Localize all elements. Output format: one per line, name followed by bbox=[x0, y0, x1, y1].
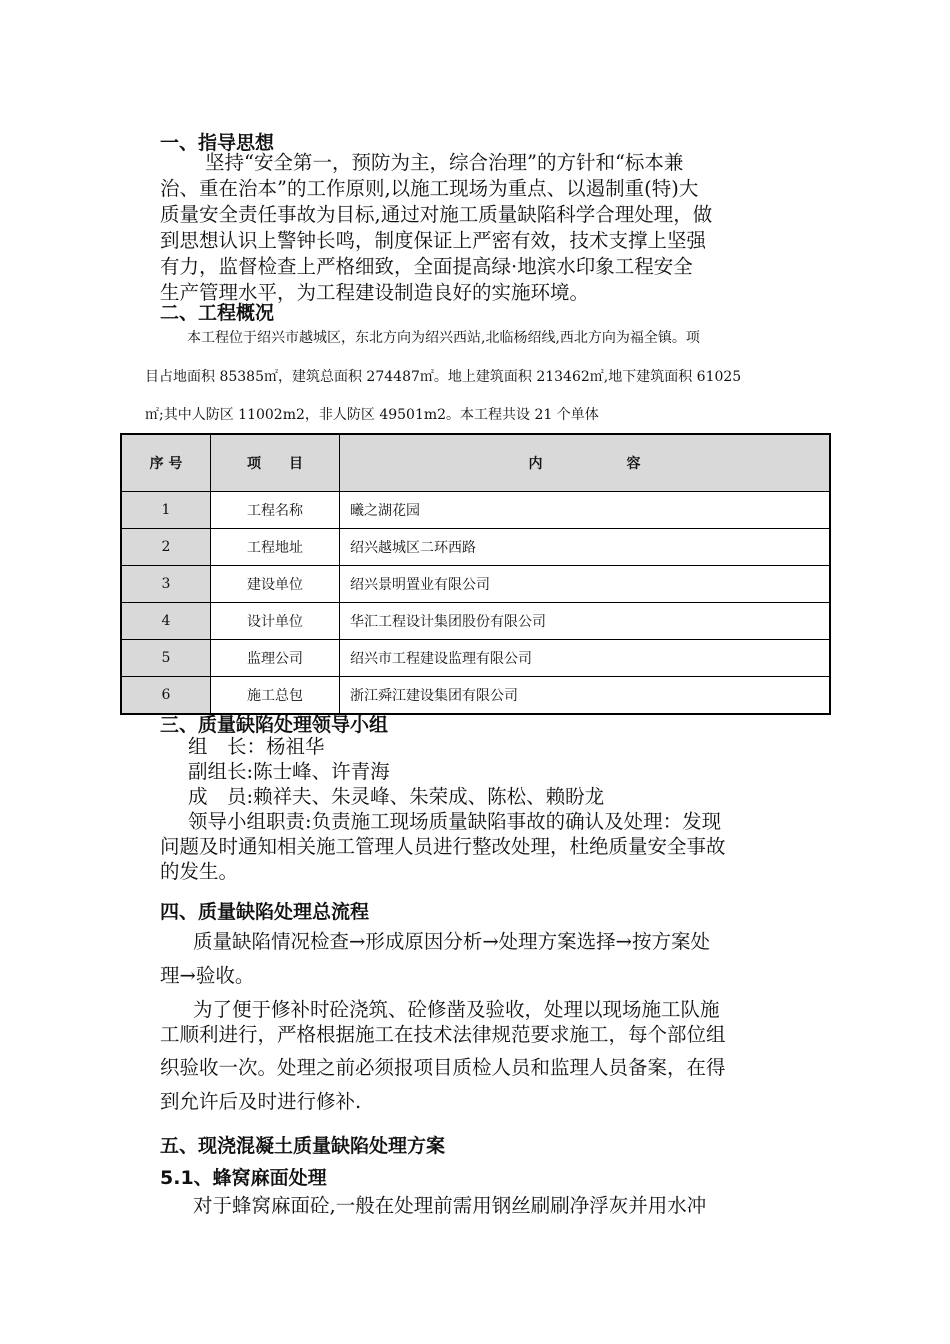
s4-line-6: 到允许后及时进行修补. bbox=[160, 1090, 362, 1113]
cell-item: 工程地址 bbox=[211, 529, 340, 566]
s4-line-4: 工顺利进行，严格根据施工在技术法律规范要求施工，每个部位组 bbox=[160, 1023, 726, 1046]
s1-line-3: 质量安全责任事故为目标,通过对施工质量缺陷科学合理处理，做 bbox=[160, 203, 713, 226]
s3-line-2: 问题及时通知相关施工管理人员进行整改处理，杜绝质量安全事故 bbox=[160, 835, 726, 858]
s4-line-1: 质量缺陷情况检查→形成原因分析→处理方案选择→按方案处 bbox=[193, 930, 711, 953]
col-header-item: 项 目 bbox=[211, 434, 340, 492]
table-header-row bbox=[121, 434, 830, 492]
subsection-5-1-heading: 5.1、蜂窝麻面处理 bbox=[160, 1167, 327, 1189]
cell-item: 工程名称 bbox=[211, 492, 340, 529]
table-row bbox=[121, 529, 830, 566]
cell-content: 绍兴越城区二环西路 bbox=[340, 529, 831, 566]
table-row bbox=[121, 492, 830, 529]
table-row bbox=[121, 677, 830, 715]
col-header-content: 内 容 bbox=[340, 434, 831, 492]
cell-item: 监理公司 bbox=[211, 640, 340, 677]
cell-content: 绍兴市工程建设监理有限公司 bbox=[340, 640, 831, 677]
project-info-table bbox=[120, 433, 831, 715]
cell-item: 建设单位 bbox=[211, 566, 340, 603]
s2-line-2: 目占地面积 85385㎡，建筑总面积 274487㎡。地上建筑面积 213462㎡,地下建筑面积 61025 bbox=[145, 369, 742, 385]
section-2-heading: 二、工程概况 bbox=[160, 302, 275, 324]
s1-line-1: 坚持“安全第一，预防为主，综合治理”的方针和“标本兼 bbox=[205, 151, 684, 174]
s1-line-5: 有力，监督检查上严格细致，全面提高绿·地滨水印象工程安全 bbox=[160, 255, 693, 278]
cell-item: 设计单位 bbox=[211, 603, 340, 640]
s4-line-5: 织验收一次。处理之前必须报项目质检人员和监理人员备案，在得 bbox=[160, 1056, 726, 1079]
s3-line-3: 的发生。 bbox=[160, 860, 239, 883]
cell-no: 3 bbox=[121, 566, 211, 603]
s1-line-2: 治、重在治本”的工作原则,以施工现场为重点、以遏制重(特)大 bbox=[160, 177, 699, 200]
section-5-heading: 五、现浇混凝土质量缺陷处理方案 bbox=[160, 1135, 446, 1157]
cell-no: 6 bbox=[121, 677, 211, 715]
cell-content: 华汇工程设计集团股份有限公司 bbox=[340, 603, 831, 640]
s3-deputy: 副组长:陈士峰、许青海 bbox=[188, 760, 390, 783]
s3-line-1: 领导小组职责:负责施工现场质量缺陷事故的确认及处理：发现 bbox=[188, 810, 722, 833]
cell-no: 4 bbox=[121, 603, 211, 640]
section-3-heading: 三、质量缺陷处理领导小组 bbox=[160, 714, 389, 736]
s2-line-1: 本工程位于绍兴市越城区，东北方向为绍兴西站,北临杨绍线,西北方向为福全镇。项 bbox=[187, 330, 700, 346]
s3-leader: 组 长：杨祖华 bbox=[188, 735, 325, 758]
table-row bbox=[121, 566, 830, 603]
section-1-heading: 一、指导思想 bbox=[160, 132, 275, 154]
section-4-heading: 四、质量缺陷处理总流程 bbox=[160, 901, 370, 923]
s2-line-3: ㎡;其中人防区 11002m2，非人防区 49501m2。本工程共设 21 个单体 bbox=[145, 407, 599, 423]
s1-line-4: 到思想认识上警钟长鸣，制度保证上严密有效，技术支撑上坚强 bbox=[160, 229, 707, 252]
cell-item: 施工总包 bbox=[211, 677, 340, 715]
cell-content: 曦之湖花园 bbox=[340, 492, 831, 529]
s4-line-3: 为了便于修补时砼浇筑、砼修凿及验收，处理以现场施工队施 bbox=[193, 998, 720, 1021]
s5-line-1: 对于蜂窝麻面砼,一般在处理前需用钢丝刷刷净浮灰并用水冲 bbox=[193, 1194, 707, 1217]
cell-no: 5 bbox=[121, 640, 211, 677]
table-row bbox=[121, 640, 830, 677]
cell-no: 1 bbox=[121, 492, 211, 529]
s3-members: 成 员:赖祥夫、朱灵峰、朱荣成、陈松、赖盼龙 bbox=[188, 785, 605, 808]
table-row bbox=[121, 603, 830, 640]
s4-line-2: 理→验收。 bbox=[160, 964, 255, 987]
cell-content: 浙江舜江建设集团有限公司 bbox=[340, 677, 831, 715]
col-header-no: 序 号 bbox=[121, 434, 211, 492]
s1-line-6: 生产管理水平，为工程建设制造良好的实施环境。 bbox=[160, 281, 590, 304]
cell-no: 2 bbox=[121, 529, 211, 566]
cell-content: 绍兴景明置业有限公司 bbox=[340, 566, 831, 603]
